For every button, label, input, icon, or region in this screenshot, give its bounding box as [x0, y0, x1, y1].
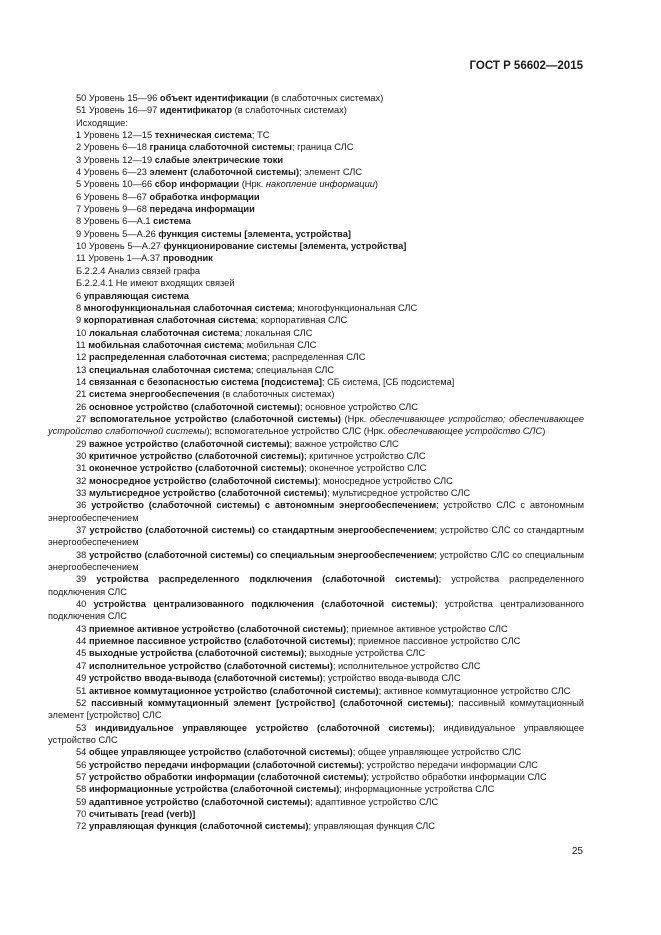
- text-segment: ; распределенная СЛС: [266, 352, 366, 363]
- document-code-header: ГОСТ Р 56602—2015: [469, 60, 583, 72]
- term-bold: локальная слаботочная система: [88, 327, 240, 338]
- text-segment: ; устройство обработки информации СЛС: [366, 771, 547, 782]
- term-bold: связанная с безопасностью система [подсистема]: [88, 376, 322, 387]
- text-line: [48, 339, 584, 351]
- text-segment: ; корпоративная СЛС: [255, 315, 348, 326]
- text-segment: 9: [76, 315, 84, 326]
- text-line: [48, 154, 584, 166]
- text-segment: ; граница СЛС: [291, 142, 354, 153]
- text-segment: ; основное устройство СЛС: [300, 401, 419, 412]
- text-segment: ; приемное активное устройство СЛС: [346, 623, 508, 634]
- text-segment: ; общее управляющее устройство СЛС: [352, 747, 522, 758]
- text-segment: 45: [76, 648, 89, 659]
- term-bold: объект идентификации: [159, 93, 269, 103]
- term-bold: сбор информации: [154, 179, 240, 190]
- text-line: [48, 438, 584, 450]
- text-segment: ; мультисредное устройство СЛС: [327, 488, 471, 498]
- text-line: [48, 166, 584, 178]
- term-bold: управляющая система: [83, 290, 189, 301]
- term-bold: критичное устройство (слаботочной системы): [88, 450, 304, 461]
- text-segment: 27: [76, 413, 90, 424]
- text-segment: Исходящие:: [76, 117, 128, 128]
- text-line: [48, 808, 584, 820]
- term-bold: приемное активное устройство (слаботочной системы): [88, 623, 347, 634]
- text-line: [48, 277, 584, 289]
- text-segment: ; многофункциональная СЛС: [292, 302, 418, 313]
- term-bold: специальная слаботочная система: [88, 364, 251, 375]
- term-bold: приемное пассивное устройство (слаботочной системы): [88, 636, 353, 647]
- text-line: [48, 660, 584, 672]
- text-segment: 54: [76, 747, 89, 758]
- text-segment: 30: [76, 450, 89, 461]
- text-segment: 53: [76, 722, 95, 733]
- text-segment: ; устройство ввода-вывода СЛС: [322, 673, 461, 684]
- text-line: [48, 598, 584, 623]
- text-segment: 26: [76, 401, 89, 412]
- text-segment: 8 Уровень 6—А.1: [76, 216, 154, 227]
- text-line: [48, 524, 584, 549]
- term-italic: накопление информации: [265, 179, 375, 190]
- text-line: [48, 783, 584, 795]
- text-segment: 14: [76, 376, 89, 387]
- term-bold: индивидуальное управляющее устройство (слаботочной системы): [95, 722, 433, 733]
- text-line: [48, 623, 584, 635]
- text-segment: 58: [76, 784, 89, 795]
- text-segment: 57: [76, 771, 89, 782]
- text-segment: 10 Уровень 5—А.27: [76, 241, 164, 252]
- text-segment: ; устройства централизованного подключения СЛС: [48, 599, 584, 622]
- term-bold: мультисредное устройство (слаботочной системы): [88, 488, 328, 498]
- term-bold: информационные устройства (слаботочной системы): [88, 784, 340, 795]
- text-line: [48, 771, 584, 783]
- text-line: [48, 635, 584, 647]
- text-line: [48, 364, 584, 376]
- text-segment: 5 Уровень 10—66: [76, 179, 155, 190]
- term-bold: передача информации: [149, 204, 255, 215]
- text-line: [48, 265, 584, 277]
- text-segment: 4 Уровень 6—23: [76, 167, 150, 178]
- text-segment: ; устройство СЛС со специальным энергообеспечением: [48, 549, 584, 573]
- text-line: [48, 129, 584, 141]
- text-segment: 32: [76, 475, 89, 486]
- term-bold: устройство ввода-вывода (слаботочной системы): [88, 673, 323, 684]
- text-line: [48, 820, 584, 832]
- text-segment: ; управляющая функция СЛС: [308, 821, 435, 832]
- text-segment: 9 Уровень 5—А.26: [76, 228, 159, 239]
- text-line: [48, 672, 584, 684]
- text-line: [48, 191, 584, 203]
- term-bold: идентификатор: [159, 105, 233, 116]
- text-segment: 36: [76, 500, 92, 511]
- term-bold: слабые электрические токи: [154, 154, 284, 165]
- text-segment: 47: [76, 660, 89, 671]
- text-line: [48, 92, 584, 104]
- text-line: [48, 203, 584, 215]
- term-bold: вспомогательное устройство (слаботочной системы): [89, 413, 341, 424]
- term-bold: важное устройство (слаботочной системы): [88, 438, 290, 449]
- text-segment: ; СБ система, [СБ подсистема]: [321, 376, 455, 387]
- term-bold: система: [153, 216, 191, 227]
- term-bold: устройства централизованного подключения (слаботочной системы): [93, 599, 435, 610]
- text-segment: (Нрк.: [340, 413, 370, 424]
- text-line: [48, 697, 584, 722]
- text-segment: 2 Уровень 6—18: [76, 142, 150, 153]
- text-line: [48, 746, 584, 758]
- term-bold: оконечное устройство (слаботочной системы): [88, 463, 305, 474]
- text-segment: ; активное коммутационное устройство СЛС: [378, 685, 571, 696]
- text-segment: 40: [76, 599, 94, 610]
- term-bold: многофункциональная слаботочная система: [83, 302, 293, 313]
- text-line: [48, 178, 584, 190]
- term-bold: обработка информации: [149, 191, 260, 202]
- text-segment: 52: [76, 697, 92, 708]
- text-line: [48, 388, 584, 400]
- text-segment: Б.2.2.4.1 Не имеют входящих связей: [76, 278, 235, 289]
- text-line: [48, 685, 584, 697]
- text-segment: 21: [76, 389, 89, 400]
- text-line: [48, 104, 584, 116]
- text-segment: (в слаботочных системах): [232, 105, 347, 116]
- term-bold: адаптивное устройство (слаботочной системы): [88, 796, 311, 807]
- text-segment: 44: [76, 636, 89, 647]
- text-segment: 59: [76, 796, 89, 807]
- text-line: [48, 327, 584, 339]
- term-bold: общее управляющее устройство (слаботочной системы): [88, 747, 353, 758]
- text-line: [48, 117, 584, 129]
- text-segment: 51: [76, 685, 89, 696]
- text-line: [48, 499, 584, 524]
- text-segment: 38: [76, 549, 90, 560]
- text-line: [48, 302, 584, 314]
- text-segment: 33: [76, 488, 89, 498]
- term-bold: активное коммутационное устройство (слаботочной системы): [88, 685, 379, 696]
- text-segment: ; элемент СЛС: [299, 167, 363, 178]
- text-segment: 39: [76, 574, 97, 585]
- text-segment: ; ТС: [251, 130, 270, 141]
- text-segment: ; оконечное устройство СЛС: [304, 463, 427, 474]
- text-line: [48, 413, 584, 438]
- page-number: 25: [571, 846, 583, 857]
- text-segment: 37: [76, 525, 90, 536]
- text-segment: ; индивидуальное управляющее устройство СЛС: [48, 722, 584, 745]
- text-segment: ; устройства распределенного подключения СЛС: [48, 574, 584, 597]
- text-line: [48, 401, 584, 413]
- text-segment: (в слаботочных системах): [268, 93, 384, 103]
- term-bold: корпоративная слаботочная система: [83, 315, 256, 326]
- text-segment: 12: [76, 352, 89, 363]
- text-line: [48, 215, 584, 227]
- text-segment: 11 Уровень 1—А.37: [76, 253, 163, 264]
- term-bold: функция системы [элемента, устройства]: [158, 228, 351, 239]
- text-segment: ; устройство передачи информации СЛС: [361, 759, 539, 770]
- text-line: [48, 462, 584, 474]
- text-segment: ; устройство СЛС со стандартным энергообеспечением: [48, 525, 584, 548]
- text-line: [48, 252, 584, 264]
- text-segment: ): [542, 426, 546, 437]
- document-body: [48, 92, 584, 833]
- term-bold: техническая система: [154, 130, 252, 141]
- text-segment: ; адаптивное устройство СЛС: [310, 796, 439, 807]
- text-segment: ; важное устройство СЛС: [289, 438, 399, 449]
- term-bold: основное устройство (слаботочной системы): [88, 401, 301, 412]
- text-line: [48, 141, 584, 153]
- text-segment: 31: [76, 463, 89, 474]
- text-line: [48, 722, 584, 747]
- term-bold: исполнительное устройство (слаботочной системы): [88, 660, 333, 671]
- text-line: [48, 376, 584, 388]
- text-segment: ; исполнительное устройство СЛС: [332, 660, 481, 671]
- text-segment: ); вспомогательное устройство СЛС (Нрк.: [206, 426, 388, 437]
- text-segment: 1 Уровень 12—15: [76, 130, 155, 141]
- term-bold: устройство (слаботочной системы) со стандартным энергообеспечением: [89, 525, 435, 536]
- text-line: [48, 759, 584, 771]
- text-segment: 43: [76, 623, 89, 634]
- term-bold: распределенная слаботочная система: [88, 352, 267, 363]
- text-segment: ; пассивный коммутационный элемент [устройство] СЛС: [48, 697, 584, 721]
- text-line: [48, 487, 584, 499]
- text-line: [48, 475, 584, 487]
- text-segment: 51 Уровень 16—97: [76, 105, 160, 116]
- text-segment: 13: [76, 364, 89, 375]
- text-segment: 6 Уровень 8—67: [76, 191, 150, 202]
- text-segment: 50 Уровень 15—96: [76, 93, 160, 103]
- text-segment: 10: [76, 327, 89, 338]
- term-bold: устройство (слаботочной системы) со специальным энергообеспечением: [89, 549, 435, 560]
- term-bold: функционирование системы [элемента, устройства]: [163, 241, 407, 252]
- text-line: [48, 290, 584, 302]
- text-segment: (в слаботочных системах): [219, 389, 335, 400]
- text-segment: ; мобильная СЛС: [241, 339, 317, 350]
- term-bold: мобильная слаботочная система: [88, 339, 242, 350]
- text-segment: 70: [76, 808, 89, 819]
- text-segment: Б.2.2.4 Анализ связей графа: [76, 265, 201, 276]
- text-line: [48, 549, 584, 574]
- term-bold: устройства распределенного подключения (слаботочной системы): [96, 574, 439, 585]
- text-line: [48, 314, 584, 326]
- text-segment: ): [374, 179, 379, 190]
- term-bold: моносредное устройство (слаботочной системы): [88, 475, 318, 486]
- text-segment: 56: [76, 759, 89, 770]
- term-italic: обеспечивающее устройство СЛС: [387, 426, 543, 437]
- text-segment: ; выходные устройства СЛС: [304, 648, 426, 659]
- term-bold: управляющая функция (слаботочной системы): [88, 821, 309, 832]
- text-segment: ; информационные устройства СЛС: [339, 784, 495, 795]
- text-segment: 8: [76, 302, 84, 313]
- text-segment: ; устройство СЛС с автономным энергообеспечением: [48, 500, 584, 523]
- text-line: [48, 647, 584, 659]
- text-segment: ; критичное устройство СЛС: [303, 450, 426, 461]
- text-segment: (Нрк.: [239, 179, 266, 190]
- text-segment: 6: [76, 290, 84, 301]
- term-bold: проводник: [162, 253, 213, 264]
- term-bold: устройство (слаботочной системы) с автономным энергообеспечением: [91, 500, 437, 511]
- text-segment: ; локальная СЛС: [239, 327, 313, 338]
- term-bold: граница слаботочной системы: [149, 142, 292, 153]
- text-line: [48, 573, 584, 598]
- text-segment: 11: [76, 339, 89, 350]
- term-bold: устройство обработки информации (слаботочной системы): [88, 771, 367, 782]
- term-bold: пассивный коммутационный элемент [устройство] (слаботочной системы): [91, 697, 452, 708]
- term-bold: система энергообеспечения: [88, 389, 220, 400]
- term-bold: устройство передачи информации (слаботочной системы): [88, 759, 362, 770]
- text-segment: 3 Уровень 12—19: [76, 154, 155, 165]
- text-segment: 49: [76, 673, 89, 684]
- text-line: [48, 351, 584, 363]
- text-segment: 7 Уровень 9—68: [76, 204, 150, 215]
- text-segment: ; моносредное устройство СЛС: [317, 475, 453, 486]
- term-bold: выходные устройства (слаботочной системы): [88, 648, 305, 659]
- text-segment: ; специальная СЛС: [251, 364, 335, 375]
- text-line: [48, 228, 584, 240]
- term-bold: считывать [read (verb)]: [88, 808, 196, 819]
- text-segment: 72: [76, 821, 89, 832]
- term-italic: обеспечивающее устройство; обеспечивающее устройство слаботочной системы: [48, 413, 585, 437]
- text-line: [48, 240, 584, 252]
- text-line: [48, 450, 584, 462]
- text-line: [48, 796, 584, 808]
- term-bold: элемент (слаботочной системы): [149, 167, 300, 178]
- text-segment: 29: [76, 438, 89, 449]
- text-segment: ; приемное пассивное устройство СЛС: [352, 636, 521, 647]
